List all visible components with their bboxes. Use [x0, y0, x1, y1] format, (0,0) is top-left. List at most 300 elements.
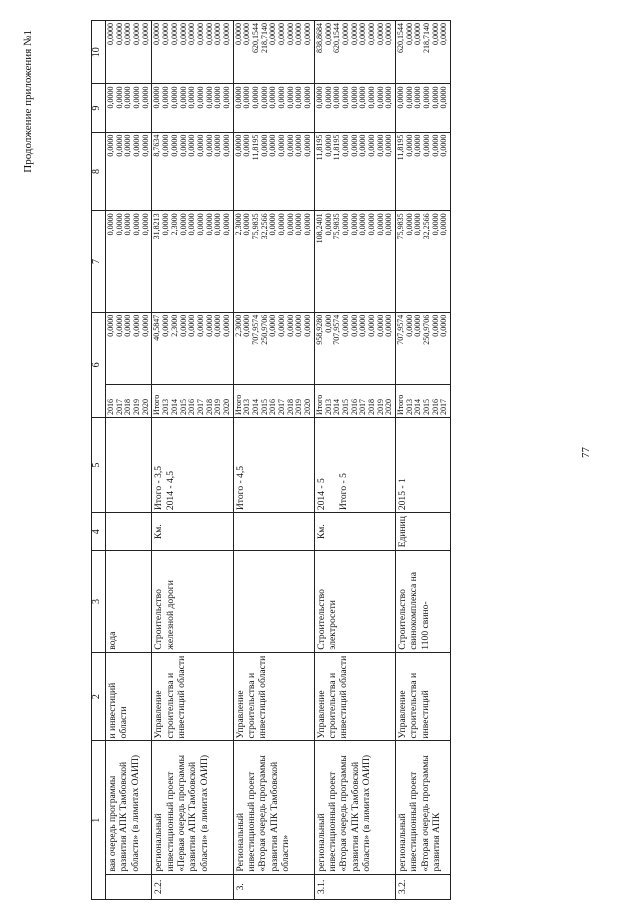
- value-cell: 0,0000: [132, 134, 142, 157]
- value-cell: 2016: [187, 399, 197, 416]
- column-header-8: 8: [92, 132, 106, 211]
- value-cell: 0,0000: [277, 314, 287, 337]
- value-cell: 2017: [195, 399, 205, 416]
- values-col7: [233, 211, 314, 312]
- value-cell: 0,0000: [221, 213, 231, 236]
- value-cell: 0,0000: [294, 86, 304, 109]
- value-cell: 0,0000: [358, 134, 368, 157]
- value-cell: 0,0000: [303, 23, 313, 45]
- value-cell: 0,0000: [303, 86, 313, 109]
- value-cell: 2016: [349, 399, 359, 416]
- value-cell: 0,0000: [439, 86, 449, 109]
- value-cell: 0,0000: [413, 314, 423, 337]
- value-cell: 2014: [332, 399, 342, 416]
- values-col10: [396, 21, 451, 84]
- value-cell: 75,9835: [332, 213, 342, 240]
- row-number: 3.: [233, 874, 314, 899]
- value-cell: Итого: [396, 394, 405, 416]
- value-cell: 0,0000: [340, 213, 350, 236]
- column-header-2: 2: [92, 652, 106, 741]
- value-cell: 2016: [268, 399, 278, 416]
- object-name: вода: [106, 551, 152, 652]
- value-cell: 0,0000: [213, 314, 223, 337]
- value-cell: 0,0000: [375, 314, 385, 337]
- value-cell: 2017: [277, 399, 287, 416]
- continuation-header: Продолжение приложения №1: [22, 30, 34, 173]
- value-cell: 0,0000: [349, 213, 359, 236]
- value-cell: 0,0000: [187, 314, 197, 337]
- value-cell: 0,0000: [259, 86, 269, 109]
- value-cell: 75,9835: [251, 213, 260, 240]
- value-cell: 0,0000: [114, 86, 124, 109]
- values-col9: [233, 84, 314, 132]
- appendix-table: [91, 20, 451, 900]
- row-number: 2.2.: [152, 874, 233, 899]
- value-cell: 0,0000: [221, 314, 231, 337]
- value-cell: 0,0000: [375, 134, 385, 157]
- value-cell: 0,0000: [259, 134, 269, 157]
- value-cell: 0,0000: [221, 23, 231, 45]
- value-cell: 218,7140: [259, 23, 269, 53]
- value-cell: 0,0000: [195, 23, 205, 45]
- value-cell: 620,1544: [251, 23, 260, 53]
- values-col10: [314, 21, 395, 84]
- value-cell: 0,0000: [123, 86, 133, 109]
- value-cell: 0,0000: [439, 213, 449, 236]
- column-header-10: 10: [92, 21, 106, 84]
- value-cell: 0,0000: [430, 86, 440, 109]
- row-number: 3.1.: [314, 874, 395, 899]
- values-col7: [396, 211, 451, 312]
- value-cell: 0,0000: [195, 86, 205, 109]
- value-cell: 0,0000: [366, 86, 376, 109]
- value-cell: 0,0000: [169, 134, 179, 157]
- value-cell: 0,0000: [404, 134, 414, 157]
- value-cell: 2014: [251, 399, 260, 416]
- value-cell: 2019: [375, 399, 385, 416]
- value-cell: 0,0000: [349, 134, 359, 157]
- value-cell: 0,0000: [285, 86, 295, 109]
- value-cell: 2018: [204, 399, 214, 416]
- value-cell: 0,0000: [323, 86, 333, 109]
- value-cell: 0,0000: [277, 213, 287, 236]
- value-cell: 0,0000: [340, 314, 350, 337]
- value-cell: 0,0000: [323, 23, 333, 45]
- period: Итого - 4,5: [233, 418, 314, 513]
- total-values: [396, 312, 451, 384]
- value-cell: 2018: [123, 399, 133, 416]
- value-cell: 0,0000: [384, 86, 394, 109]
- value-cell: 0,0000: [349, 314, 359, 337]
- value-cell: 2017: [439, 399, 449, 416]
- value-cell: 0,0000: [161, 86, 171, 109]
- value-cell: 11,8195: [396, 134, 405, 161]
- value-cell: 0,0000: [187, 86, 197, 109]
- value-cell: 0,0000: [285, 213, 295, 236]
- table-row: [152, 21, 233, 900]
- value-cell: 2019: [132, 399, 142, 416]
- value-cell: 75,9835: [396, 213, 405, 240]
- value-cell: 620,1544: [332, 23, 342, 53]
- values-col9: [396, 84, 451, 132]
- executor: Управление строительства и инвестиций области: [314, 652, 395, 741]
- value-cell: 0,0000: [187, 23, 197, 45]
- value-cell: 620,1544: [396, 23, 405, 53]
- value-cell: 707,9574: [332, 314, 342, 345]
- value-cell: 218,7140: [422, 23, 432, 53]
- value-cell: 0,0000: [204, 213, 214, 236]
- value-cell: 0,0000: [114, 213, 124, 236]
- value-cell: 0,0000: [152, 23, 162, 45]
- value-cell: 2013: [323, 399, 333, 416]
- unit: Км.: [314, 513, 395, 551]
- value-cell: 0,0000: [152, 86, 162, 109]
- value-cell: 0,0000: [277, 23, 287, 45]
- value-cell: 0,0000: [340, 134, 350, 157]
- values-col10: [106, 21, 152, 84]
- value-cell: 2013: [161, 399, 171, 416]
- value-cell: 2015: [422, 399, 432, 416]
- value-cell: 0,0000: [430, 213, 440, 236]
- value-cell: 0,0000: [413, 213, 423, 236]
- value-cell: 0,0000: [213, 23, 223, 45]
- value-cell: 0,0000: [242, 213, 252, 236]
- object-name: Строительство железной дороги: [152, 551, 233, 652]
- value-cell: 0,0000: [233, 134, 243, 157]
- value-cell: 0,0000: [439, 23, 449, 45]
- table-row: [396, 21, 451, 900]
- table-row: [314, 21, 395, 900]
- project-name: региональный инвестиционный проект «Вторая очередь программы развития АПК: [396, 741, 451, 874]
- value-cell: 2,3000: [233, 213, 243, 236]
- value-cell: 0,0000: [366, 134, 376, 157]
- value-cell: 2015: [340, 399, 350, 416]
- value-cell: 0,0000: [169, 86, 179, 109]
- value-cell: 0,0000: [195, 213, 205, 236]
- value-cell: 0,0000: [221, 86, 231, 109]
- value-cell: 2016: [430, 399, 440, 416]
- value-cell: 32,2566: [422, 213, 432, 240]
- value-cell: 958,9280: [314, 314, 324, 345]
- value-cell: 250,9706: [422, 314, 432, 345]
- value-cell: 2013: [404, 399, 414, 416]
- value-cell: 0,0000: [430, 23, 440, 45]
- values-col10: [152, 21, 233, 84]
- value-cell: 0,0000: [132, 86, 142, 109]
- values-col7: [314, 211, 395, 312]
- total-values: [106, 312, 152, 384]
- value-cell: 0,0000: [204, 86, 214, 109]
- value-cell: 8,7634: [152, 134, 162, 157]
- value-cell: 2020: [140, 399, 150, 416]
- value-cell: 0,0000: [195, 314, 205, 337]
- value-cell: 0,0000: [132, 213, 142, 236]
- value-cell: 0,0000: [375, 86, 385, 109]
- value-cell: 0,0000: [349, 23, 359, 45]
- period: 2014 - 5 Итого - 5: [314, 418, 395, 513]
- column-header-4: 4: [92, 513, 106, 551]
- year-list: [106, 385, 152, 418]
- value-cell: 0,0000: [242, 134, 252, 157]
- unit: Единиц: [396, 513, 451, 551]
- value-cell: 0,0000: [404, 86, 414, 109]
- value-cell: 0,0000: [294, 213, 304, 236]
- value-cell: 0,0000: [178, 134, 188, 157]
- executor: и инвестиций области: [106, 652, 152, 741]
- value-cell: 0,0000: [178, 23, 188, 45]
- value-cell: 2015: [178, 399, 188, 416]
- value-cell: 0,0000: [422, 86, 432, 109]
- executor: Управление строительства и инвестиций области: [233, 652, 314, 741]
- value-cell: 0,0000: [123, 213, 133, 236]
- value-cell: 2018: [366, 399, 376, 416]
- column-header-1: 1: [92, 741, 106, 900]
- value-cell: 0,0000: [132, 23, 142, 45]
- period: [106, 418, 152, 513]
- value-cell: Итого: [233, 394, 243, 416]
- value-cell: 11,8195: [314, 134, 324, 161]
- value-cell: 0,0000: [413, 134, 423, 157]
- value-cell: 0,0000: [396, 86, 405, 109]
- value-cell: 31,8213: [152, 213, 162, 240]
- column-header-3: 3: [92, 551, 106, 652]
- value-cell: 2,3000: [169, 213, 179, 236]
- value-cell: 0,0000: [195, 134, 205, 157]
- value-cell: 0,0000: [404, 213, 414, 236]
- value-cell: 0,0000: [106, 86, 115, 109]
- value-cell: 0,0000: [303, 314, 313, 337]
- values-col7: [106, 211, 152, 312]
- value-cell: 0,0000: [413, 23, 423, 45]
- values-col8: [314, 132, 395, 211]
- value-cell: 0,0000: [213, 86, 223, 109]
- values-col7: [152, 211, 233, 312]
- value-cell: 2,3000: [169, 314, 179, 337]
- value-cell: 2020: [221, 399, 231, 416]
- value-cell: 11,8195: [251, 134, 260, 161]
- table-row: [106, 21, 152, 900]
- value-cell: 2015: [259, 399, 269, 416]
- value-cell: 0,0000: [268, 86, 278, 109]
- value-cell: 0,0000: [430, 134, 440, 157]
- value-cell: 0,0000: [161, 314, 171, 337]
- value-cell: 0,0000: [366, 23, 376, 45]
- value-cell: 0,0000: [106, 134, 115, 157]
- value-cell: 0,0000: [384, 134, 394, 157]
- value-cell: 0,0000: [277, 86, 287, 109]
- value-cell: 0,0000: [323, 134, 333, 157]
- value-cell: 0,0000: [251, 86, 260, 109]
- value-cell: 0,0000: [375, 23, 385, 45]
- value-cell: 0,0000: [106, 213, 115, 236]
- value-cell: 0,0000: [242, 86, 252, 109]
- value-cell: 2,3000: [233, 314, 243, 337]
- value-cell: 2014: [169, 399, 179, 416]
- value-cell: 0,0000: [358, 213, 368, 236]
- value-cell: 0,0000: [268, 23, 278, 45]
- value-cell: 0,0000: [178, 86, 188, 109]
- value-cell: 0,0000: [314, 86, 324, 109]
- value-cell: 0,0000: [404, 23, 414, 45]
- object-name: Строительство свинокомплекса на 1100 свино-: [396, 551, 451, 652]
- executor: Управление строительства и инвестиций: [396, 652, 451, 741]
- column-header-7: 7: [92, 211, 106, 312]
- unit: Км.: [152, 513, 233, 551]
- value-cell: 0,000: [323, 314, 333, 333]
- value-cell: 0,0000: [204, 134, 214, 157]
- value-cell: 0,0000: [161, 134, 171, 157]
- value-cell: 0,0000: [422, 134, 432, 157]
- values-col8: [106, 132, 152, 211]
- column-header-6: 6: [92, 312, 106, 417]
- object-name: [233, 551, 314, 652]
- value-cell: 0,0000: [285, 23, 295, 45]
- page-number: 77: [580, 447, 592, 458]
- value-cell: 0,0000: [161, 213, 171, 236]
- year-list: [314, 385, 395, 418]
- unit: [106, 513, 152, 551]
- value-cell: 0,0000: [114, 23, 124, 45]
- value-cell: 0,0000: [140, 23, 150, 45]
- unit: [233, 513, 314, 551]
- value-cell: 0,0000: [132, 314, 142, 337]
- value-cell: 0,0000: [242, 314, 252, 337]
- project-name: вая очередь программы развития АПК Тамбовской области» (в лимитах ОАИП): [106, 741, 152, 874]
- value-cell: 838,8684: [314, 23, 324, 53]
- year-list: [396, 385, 451, 418]
- value-cell: 0,0000: [277, 134, 287, 157]
- value-cell: 2013: [242, 399, 252, 416]
- value-cell: 2019: [213, 399, 223, 416]
- value-cell: 0,0000: [366, 314, 376, 337]
- value-cell: 2019: [294, 399, 304, 416]
- project-name: региональный инвестиционный проект «Первая очередь программы развития АПК Тамбовской области» (в лимитах ОАИП): [152, 741, 233, 874]
- value-cell: 0,0000: [106, 23, 115, 45]
- value-cell: 2017: [358, 399, 368, 416]
- value-cell: 0,0000: [303, 213, 313, 236]
- value-cell: 0,0000: [268, 134, 278, 157]
- value-cell: 0,0000: [106, 314, 115, 337]
- value-cell: 0,0000: [384, 213, 394, 236]
- value-cell: 0,0000: [340, 86, 350, 109]
- value-cell: 0,0000: [140, 86, 150, 109]
- value-cell: Итого: [314, 394, 324, 416]
- value-cell: 0,0000: [439, 134, 449, 157]
- value-cell: 0,0000: [123, 23, 133, 45]
- value-cell: 0,0000: [268, 314, 278, 337]
- value-cell: 0,0000: [358, 23, 368, 45]
- value-cell: 0,0000: [303, 134, 313, 157]
- value-cell: 0,0000: [366, 213, 376, 236]
- value-cell: 707,9574: [251, 314, 260, 345]
- value-cell: 0,0000: [358, 314, 368, 337]
- values-col8: [152, 132, 233, 211]
- value-cell: 250,9706: [259, 314, 269, 345]
- value-cell: 0,0000: [123, 134, 133, 157]
- period: Итого - 3,5 2014 - 4,5: [152, 418, 233, 513]
- value-cell: 0,0000: [187, 134, 197, 157]
- value-cell: 0,0000: [204, 314, 214, 337]
- column-header-5: 5: [92, 418, 106, 513]
- value-cell: 2017: [114, 399, 124, 416]
- value-cell: 2020: [303, 399, 313, 416]
- column-number-row: [92, 21, 106, 900]
- value-cell: 0,0000: [233, 23, 243, 45]
- period: 2015 - 1: [396, 418, 451, 513]
- value-cell: 0,0000: [340, 23, 350, 45]
- values-col9: [152, 84, 233, 132]
- column-header-9: 9: [92, 84, 106, 132]
- value-cell: 0,0000: [294, 23, 304, 45]
- row-number: [106, 874, 152, 899]
- value-cell: 0,0000: [294, 134, 304, 157]
- value-cell: 0,0000: [242, 23, 252, 45]
- values-col10: [233, 21, 314, 84]
- value-cell: 0,0000: [294, 314, 304, 337]
- value-cell: 0,0000: [204, 23, 214, 45]
- values-col8: [233, 132, 314, 211]
- value-cell: 0,0000: [161, 23, 171, 45]
- values-col8: [396, 132, 451, 211]
- value-cell: 0,0000: [213, 134, 223, 157]
- values-col9: [106, 84, 152, 132]
- value-cell: 2020: [384, 399, 394, 416]
- value-cell: 2014: [413, 399, 423, 416]
- value-cell: 0,0000: [285, 134, 295, 157]
- value-cell: 2016: [106, 399, 115, 416]
- value-cell: 0,0000: [123, 314, 133, 337]
- value-cell: 0,0000: [114, 314, 124, 337]
- project-name: Региональный инвестиционный проект «Вторая очередь программы развития АПК Тамбовской области»: [233, 741, 314, 874]
- executor: Управление строительства и инвестиций области: [152, 652, 233, 741]
- value-cell: 0,0000: [268, 213, 278, 236]
- value-cell: 0,0000: [430, 314, 440, 337]
- total-values: [152, 312, 233, 384]
- value-cell: 0,0000: [332, 86, 342, 109]
- row-number: 3.2.: [396, 874, 451, 899]
- value-cell: 0,0000: [358, 86, 368, 109]
- value-cell: 0,0000: [375, 213, 385, 236]
- value-cell: 11,8195: [332, 134, 342, 161]
- value-cell: 0,0000: [178, 213, 188, 236]
- value-cell: 108,2401: [314, 213, 324, 244]
- value-cell: 0,0000: [221, 134, 231, 157]
- value-cell: 40,5847: [152, 314, 162, 341]
- value-cell: 0,0000: [384, 314, 394, 337]
- value-cell: 0,0000: [349, 86, 359, 109]
- value-cell: 0,0000: [439, 314, 449, 337]
- value-cell: 0,0000: [140, 134, 150, 157]
- year-list: [233, 385, 314, 418]
- project-name: региональный инвестиционный проект «Вторая очередь программы развития АПК Тамбовской области» (в лимитах ОАИП): [314, 741, 395, 874]
- value-cell: Итого: [152, 394, 162, 416]
- table-body: [106, 21, 451, 900]
- year-list: [152, 385, 233, 418]
- value-cell: 0,0000: [169, 23, 179, 45]
- value-cell: 0,0000: [178, 314, 188, 337]
- value-cell: 0,0000: [404, 314, 414, 337]
- value-cell: 0,0000: [323, 213, 333, 236]
- value-cell: 0,0000: [384, 23, 394, 45]
- value-cell: 0,0000: [285, 314, 295, 337]
- total-values: [314, 312, 395, 384]
- value-cell: 2018: [285, 399, 295, 416]
- value-cell: 0,0000: [187, 213, 197, 236]
- value-cell: 0,0000: [140, 314, 150, 337]
- total-values: [233, 312, 314, 384]
- value-cell: 0,0000: [413, 86, 423, 109]
- values-col9: [314, 84, 395, 132]
